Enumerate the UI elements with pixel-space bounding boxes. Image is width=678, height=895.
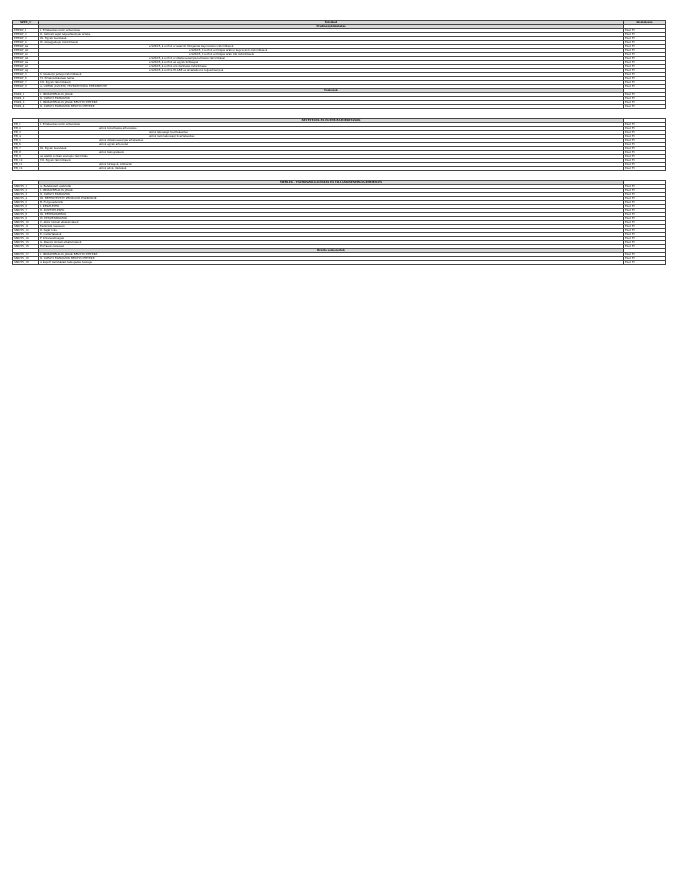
row-unit: Ezer Ft <box>624 233 666 237</box>
row-code: EREDV_4a <box>13 45 39 49</box>
header-code: SZEV_1 <box>13 21 39 25</box>
row-unit: Ezer Ft <box>624 139 666 143</box>
row-unit: Ezer Ft <box>624 61 666 65</box>
row-unit: Ezer Ft <box>624 245 666 249</box>
row-unit: Ezer Ft <box>624 45 666 49</box>
row-unit: Ezer Ft <box>624 257 666 261</box>
row-label: E. Céltartalékok <box>39 233 624 237</box>
row-label: a SZKV6_4 sorból a villamosenergia-termelés ráfordításai <box>39 57 624 61</box>
row-label: I. IMMATERIÁLIS JAVAK BRUTTÓ ÉRTÉKE <box>39 253 624 257</box>
row-code: EB_8 <box>13 151 39 155</box>
row-label: IV. Anyagjellegű ráfordítások <box>39 41 624 45</box>
row-code: EB_7 <box>13 147 39 151</box>
row-unit: Ezer Ft <box>624 253 666 257</box>
row-unit: Ezer Ft <box>624 73 666 77</box>
row-code: EB_11 <box>13 163 39 167</box>
row-code: SMDTV_11 <box>13 225 39 229</box>
row-label: VII. Egyéb ráfordítások <box>39 159 624 163</box>
row-label: ebből lakossági hőértékesítés <box>39 131 624 135</box>
row-code: EREDV_8 <box>13 85 39 89</box>
row-code: SMDTV_9 <box>13 217 39 221</box>
row-code: SMDTV_5 <box>13 201 39 205</box>
section-title: Eszközök <box>39 89 624 93</box>
row-label: ebből villamosenergia értékesítés <box>39 139 624 143</box>
row-unit: Ezer Ft <box>624 127 666 131</box>
row-unit: Ezer Ft <box>624 29 666 33</box>
row-code: EB_1 <box>13 123 39 127</box>
row-code: EB_3 <box>13 131 39 135</box>
row-label: V. Személyi jellegű ráfordítások <box>39 73 624 77</box>
row-label: I. Értékesítés nettó árbevétele <box>39 29 624 33</box>
row-unit: Ezer Ft <box>624 143 666 147</box>
row-label: II. Aktivált saját teljesítmények értéke <box>39 33 624 37</box>
section-title: Eredménykimutatás <box>39 25 624 29</box>
row-label: Eszközök összesen <box>39 225 624 229</box>
row-code: EB_12 <box>13 167 39 171</box>
row-unit: Ezer Ft <box>624 41 666 45</box>
row-code: EREDV_4b <box>13 49 39 53</box>
row-unit: Ezer Ft <box>624 105 666 109</box>
row-label: A. Befektetett eszközök <box>39 185 624 189</box>
row-unit: Ezer Ft <box>624 77 666 81</box>
row-label: Források összesen <box>39 245 624 249</box>
row-code: EREDV_6 <box>13 77 39 81</box>
row-label: C. Aktív időbeli elhatárolások <box>39 221 624 225</box>
row-unit: Ezer Ft <box>624 221 666 225</box>
row-unit: Ezer Ft <box>624 197 666 201</box>
row-label: I. KÉSZLETEK <box>39 205 624 209</box>
row-unit: Ezer Ft <box>624 229 666 233</box>
row-unit: Ezer Ft <box>624 163 666 167</box>
row-label: IV. PÉNZESZKÖZÖK <box>39 217 624 221</box>
row-unit: Ezer Ft <box>624 151 666 155</box>
row-label: ebből támogatások <box>39 151 624 155</box>
table-row <box>13 261 666 265</box>
row-unit: Ezer Ft <box>624 57 666 61</box>
row-label: B. Forgóeszközök <box>39 201 624 205</box>
row-label: I. IMMATERIÁLIS JAVAK BRUTTÓ ÉRTÉKE <box>39 101 624 105</box>
row-code: EREDV_4g <box>13 69 39 73</box>
row-label: II. TÁRGYI ESZKÖZÖK <box>39 193 624 197</box>
row-code: EB_9 <box>13 155 39 159</box>
row-code: SMDTV_6 <box>13 205 39 209</box>
row-code: SMDTV_4 <box>13 197 39 201</box>
row-label: II. TÁRGYI ESZKÖZÖK <box>39 97 624 101</box>
row-unit: Ezer Ft <box>624 135 666 139</box>
row-unit: Ezer Ft <box>624 185 666 189</box>
row-code: EREDV_2 <box>13 33 39 37</box>
row-unit: Ezer Ft <box>624 85 666 89</box>
section-title: Bruttó eszközérték <box>39 249 624 253</box>
row-code: SMDTV_8 <box>13 213 39 217</box>
row-label: A. ÜZEMI (ÜZLETI) TEVÉKENYSÉG EREDMÉNYE <box>39 85 624 89</box>
row-code: EREDV_5 <box>13 73 39 77</box>
row-unit: Ezer Ft <box>624 69 666 73</box>
row-unit: Ezer Ft <box>624 53 666 57</box>
row-code: SMDTV_12 <box>13 229 39 233</box>
row-code: ESZK_4 <box>13 105 39 109</box>
row-label: F. Kötelezettségek <box>39 237 624 241</box>
row-unit: Ezer Ft <box>624 155 666 159</box>
row-label: II. TÁRGYI ESZKÖZÖK BRUTTÓ ÉRTÉKE <box>39 257 624 261</box>
row-label: III. ÉRTÉKPAPÍROK <box>39 213 624 217</box>
row-label: VI. Értékcsökkenési leírás <box>39 77 624 81</box>
row-unit: Ezer Ft <box>624 241 666 245</box>
row-unit: Ezer Ft <box>624 147 666 151</box>
row-code: ESZK_3 <box>13 101 39 105</box>
row-label: a SZKV6_4 sorból a vásárolt földgázzal kapcsolatos ráfordítások <box>39 45 624 49</box>
row-code: ESZK_2 <box>13 97 39 101</box>
row-label: I. IMMATERIÁLIS JAVAK <box>39 93 624 97</box>
row-code: EREDV_1 <box>13 29 39 33</box>
row-unit: Ezer Ft <box>624 209 666 213</box>
row-label: a SZKV6_4 sorból az egyéb költségek <box>39 61 624 65</box>
row-code: SMDTV_17 <box>13 253 39 257</box>
row-unit: Ezer Ft <box>624 97 666 101</box>
row-unit: Ezer Ft <box>624 33 666 37</box>
row-code: EB_4 <box>13 135 39 139</box>
row-unit: Ezer Ft <box>624 189 666 193</box>
row-code: EB_5 <box>13 139 39 143</box>
row-code: SMDTV_16 <box>13 245 39 249</box>
row-label: I. IMMATERIÁLIS JAVAK <box>39 189 624 193</box>
row-unit: Ezer Ft <box>624 131 666 135</box>
header-label: Tételkód <box>39 21 624 25</box>
row-code: EB_6 <box>13 143 39 147</box>
row-unit: Ezer Ft <box>624 217 666 221</box>
row-code: EREDV_4 <box>13 41 39 45</box>
row-code: SMDTV_7 <box>13 209 39 213</box>
row-unit: Ezer Ft <box>624 237 666 241</box>
row-label: III. Egyéb bevételek <box>39 37 624 41</box>
row-label: a SZKV6_4 sorból a hőtermelés ráfordításai <box>39 65 624 69</box>
row-label: ebből nem lakossági hőértékesítés <box>39 135 624 139</box>
row-unit: Ezer Ft <box>624 201 666 205</box>
row-code: EREDV_4f <box>13 65 39 69</box>
report-table <box>12 20 666 265</box>
section-gap <box>13 109 666 119</box>
row-unit: Ezer Ft <box>624 101 666 105</box>
section-title: BEVÉTELEK ÉS EGYÉB RÁFORDÍTÁSOK <box>39 119 624 123</box>
row-code: EREDV_4d <box>13 57 39 61</box>
row-label: a SZKV6_3 sorból a földgáz árához kapcsolódó ráfordítások <box>39 49 624 53</box>
row-label: I. Értékesítés nettó árbevétele <box>39 123 624 127</box>
row-code: SMDTV_14 <box>13 237 39 241</box>
row-label: Az alábbi sorban szereplő ráfordítás <box>39 155 624 159</box>
row-code: SMDTV_15 <box>13 241 39 245</box>
row-unit: Ezer Ft <box>624 81 666 85</box>
row-code: SMDTV_3 <box>13 193 39 197</box>
row-unit: Ezer Ft <box>624 49 666 53</box>
row-code: SMDTV_19 <box>13 261 39 265</box>
row-code: SMDTV_18 <box>13 257 39 261</box>
row-unit: Ezer Ft <box>624 123 666 127</box>
row-label: ebből adók, illetékek <box>39 167 624 171</box>
row-label: G. Passzív időbeli elhatárolások <box>39 241 624 245</box>
section-title: MÉRLEG - TÁVHŐSZOLGÁLTATÁS ÉS VILLAMOSENERGIA-TERMELÉS <box>39 181 624 185</box>
row-label: ebből hőtermelés árbevétele <box>39 127 624 131</box>
row-unit: Ezer Ft <box>624 65 666 69</box>
row-label: III. BEFEKTETETT PÉNZÜGYI ESZKÖZÖK <box>39 197 624 201</box>
row-unit: Ezer Ft <box>624 261 666 265</box>
row-unit: Ezer Ft <box>624 167 666 171</box>
row-label: VII. Egyéb ráfordítások <box>39 81 624 85</box>
row-label: ebből bírságok, kötbérek <box>39 163 624 167</box>
row-label: a SZKV6_4 sorból ELÁBÉ és alvállalkozói teljesítmények <box>39 69 624 73</box>
row-code: SMDTV_13 <box>13 233 39 237</box>
row-code: EREDV_7 <box>13 81 39 85</box>
row-label: a SZKV6_3 sorból a földgáz árán túli ráfordítások <box>39 53 624 57</box>
row-code: EREDV_4e <box>13 61 39 65</box>
row-label: ebből egyéb árbevétel <box>39 143 624 147</box>
row-code: EREDV_4c <box>13 53 39 57</box>
header-unit: kivételezés <box>624 21 666 25</box>
row-label: III. Egyéb bevételek <box>39 147 624 151</box>
row-unit: Ezer Ft <box>624 93 666 97</box>
row-code: ESZK_1 <box>13 93 39 97</box>
row-code: SMDTV_10 <box>13 221 39 225</box>
row-unit: Ezer Ft <box>624 225 666 229</box>
row-code: EREDV_3 <box>13 37 39 41</box>
row-unit: Ezer Ft <box>624 205 666 209</box>
report-page <box>12 20 666 265</box>
row-unit: Ezer Ft <box>624 159 666 163</box>
row-unit: Ezer Ft <box>624 193 666 197</box>
row-code: EB_10 <box>13 159 39 163</box>
row-unit: Ezer Ft <box>624 37 666 41</box>
row-code: SMDTV_1 <box>13 185 39 189</box>
row-label: D. Saját tőke <box>39 229 624 233</box>
section-gap <box>13 171 666 181</box>
row-code: SMDTV_2 <box>13 189 39 193</box>
row-label: II. KÖVETELÉSEK <box>39 209 624 213</box>
row-code: EB_2 <box>13 127 39 131</box>
row-unit: Ezer Ft <box>624 213 666 217</box>
row-label: A kapott beruházási támogatás összege <box>39 261 624 265</box>
row-label: II. TÁRGYI ESZKÖZÖK BRUTTÓ ÉRTÉKE <box>39 105 624 109</box>
